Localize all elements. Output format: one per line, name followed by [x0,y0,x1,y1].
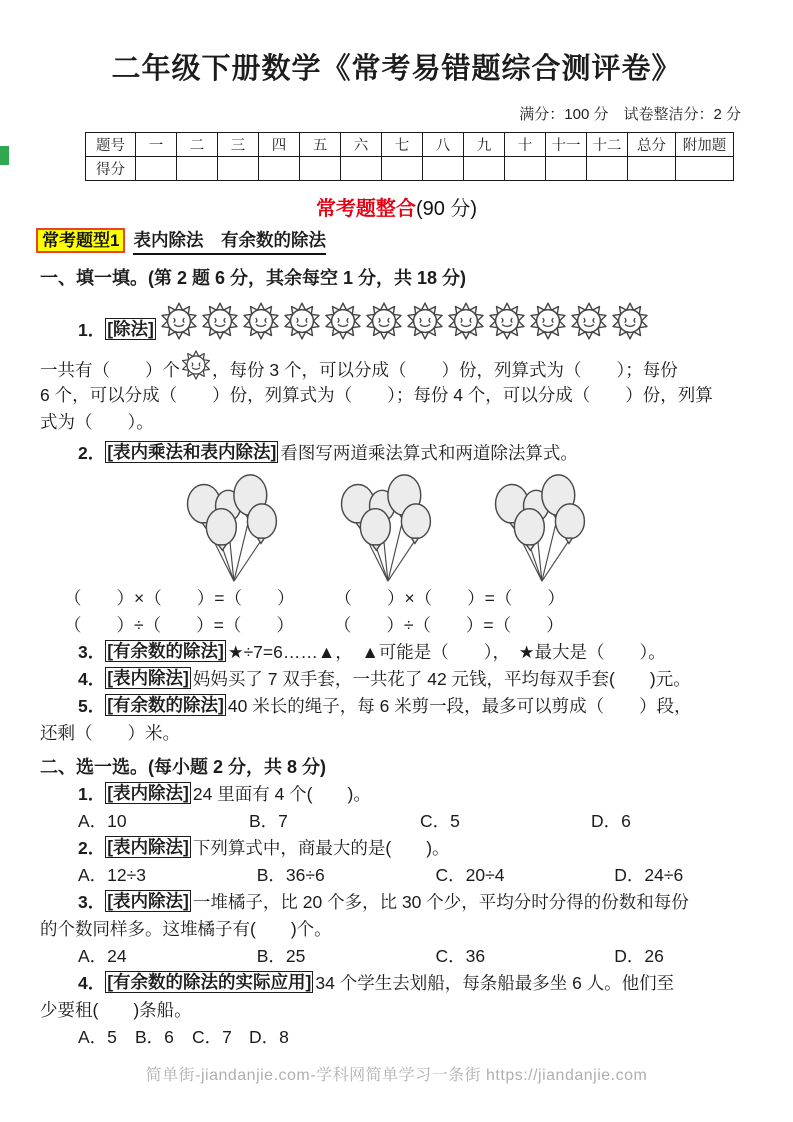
option-item: D．8 [249,1027,289,1047]
q2-options-row [78,862,793,889]
integration-heading [0,192,793,221]
balloon-bunch-icon [326,471,444,585]
header-cell: 附加题 [676,133,734,157]
sun-face-icon [611,302,649,340]
question-number: 1． [78,320,106,340]
question-topic-tag: [表内除法] [107,783,189,803]
sun-face-icon [570,302,608,340]
option-item: D．6 [591,811,631,831]
sun-face-icon [488,302,526,340]
option-item: B．36÷6 [256,865,325,885]
question-topic-tag: [有余数的除法] [107,641,224,661]
score-blank-cell [546,157,587,181]
sun-face-icon [181,350,211,386]
part1-question-5: 5． [有余数的除法] 40 米长的绳子，每 6 米剪一段，最多可以剪成（ ）段， [78,695,692,716]
option-item: A．5 [78,1027,117,1047]
score-blank-cell [177,157,218,181]
score-blank-cell [628,157,676,181]
part1-question-3: 3． [有余数的除法] ★÷7=6……▲， ▲可能是（ ）， ★最大是（ ）。 [78,641,666,662]
question-number: 3． [78,642,106,662]
header-cell: 八 [423,133,464,157]
question-topic-tag: [除法] [107,319,154,339]
blank-multiplication-equation: （ ）×（ ）=（ ） [64,588,295,608]
sun-face-icon [324,302,362,340]
header-cell: 十 [505,133,546,157]
question-number: 1． [78,784,106,804]
question-topic-tag: [表内除法] [107,837,189,857]
header-cell: 六 [341,133,382,157]
watermark-footer: 简单街-jiandanjie.com-学科网简单学习一条街 https://jiandanjie.com [145,1067,648,1084]
q1-text-line-2: 6 个，可以分成（ ）份，列算式为（ ）；每份 4 个，可以分成（ ）份，列算 [40,385,713,405]
question-topic-tag: [有余数的除法的实际应用] [107,972,312,992]
sun-face-icon [529,302,567,340]
part1-heading: 一、填一填。(第 2 题 6 分，其余每空 1 分，共 18 分) [40,268,467,288]
topic-title: 表内除法 有余数的除法 [133,227,326,255]
score-blank-cell [464,157,505,181]
header-cell: 七 [382,133,423,157]
balloon-bunch-icon [172,471,290,585]
green-marker [0,146,9,165]
score-row-label: 得分 [86,157,136,181]
blank-division-equation: （ ）÷（ ）=（ ） [333,615,564,635]
q1-text-line-3: 式为（ ）。 [40,412,154,432]
part1-question-4: 4． [表内除法] 妈妈买了 7 双手套，一共花了 42 元钱，平均每双手套( )元。 [78,668,691,689]
option-item: A．12÷3 [78,865,146,885]
question-number: 4． [78,669,106,689]
header-cell: 五 [300,133,341,157]
sun-face-icon [365,302,403,340]
header-cell: 十二 [587,133,628,157]
sun-face-icon [283,302,321,340]
division-equation-row [64,612,793,639]
header-cell: 一 [136,133,177,157]
question-topic-tag: [有余数的除法] [107,695,224,715]
header-cell: 三 [218,133,259,157]
option-item: A．24 [78,946,127,966]
part2-heading: 二、选一选。(每小题 2 分，共 8 分) [40,757,327,777]
integration-heading-black: (90 分) [415,198,478,220]
part2-question-4: 4． [有余数的除法的实际应用] 34 个学生去划船，每条船最多坐 6 人。他们至 [78,972,675,993]
integration-heading-red: 常考题整合 [315,198,416,220]
score-blank-cell [136,157,177,181]
part2-question-3: 3． [表内除法] 一堆橘子，比 20 个多，比 30 个少，平均分时分得的份数和每份 [78,891,689,912]
score-note: 满分：100 分 试卷整洁分：2 分 [519,106,741,123]
sun-face-icon [160,302,198,340]
blank-division-equation: （ ）÷（ ）=（ ） [64,615,294,635]
question-topic-tag: [表内乘法和表内除法] [107,442,277,462]
blank-multiplication-equation: （ ）×（ ）=（ ） [334,588,565,608]
score-table-header-row [86,133,734,157]
option-item: C．7 [192,1027,232,1047]
multiplication-equation-row [64,585,793,612]
option-item: C．5 [420,811,460,831]
part1-question-1 [78,296,793,342]
part2-question-2: 2． [表内除法] 下列算式中，商最大的是( )。 [78,837,450,858]
q5-text-line-2: 还剩（ ）米。 [40,723,180,743]
question-number: 3． [78,892,106,912]
part2-question-1: 1． [表内除法] 24 里面有 4 个( )。 [78,783,371,804]
q4-text-line-2: 少要租( )条船。 [40,1000,192,1020]
question-number: 2． [78,443,106,463]
sun-face-icon [447,302,485,340]
q3-options-row [78,943,793,970]
option-item: A．10 [78,811,127,831]
option-item: D．24÷6 [614,865,684,885]
q1-options-row [78,808,793,835]
question-number: 4． [78,973,106,993]
question-topic-tag: [表内除法] [107,668,189,688]
option-item: B．6 [135,1027,174,1047]
score-blank-cell [218,157,259,181]
score-blank-cell [676,157,734,181]
score-blank-cell [423,157,464,181]
balloon-bunch-icon [480,471,598,585]
score-blank-cell [587,157,628,181]
score-table [85,132,734,181]
part1-question-2: 2． [表内乘法和表内除法] 看图写两道乘法算式和两道除法算式。 [78,442,578,463]
page-title: 二年级下册数学《常考易错题综合测评卷》 [111,53,682,85]
option-item: B．7 [249,811,288,831]
q3-text-line-2: 的个数同样多。这堆橘子有( )个。 [40,919,332,939]
header-cell: 四 [259,133,300,157]
balloon-illustration-row [172,471,793,585]
header-cell: 二 [177,133,218,157]
q1-text-line-1: 一共有（ ）个 ，每份 3 个，可以分成（ ）份，列算式为（ ）；每份 [40,350,793,382]
option-item: B．25 [256,946,306,966]
sun-face-icon [201,302,239,340]
sun-row [160,302,652,340]
header-cell: 十一 [546,133,587,157]
question-number: 5． [78,696,106,716]
header-cell: 总分 [628,133,676,157]
q4-options-row [78,1024,793,1051]
score-blank-cell [300,157,341,181]
sun-face-icon [406,302,444,340]
score-blank-cell [382,157,423,181]
topic-badge: 常考题型1 [36,228,125,253]
score-blank-cell [259,157,300,181]
option-item: D．26 [614,946,664,966]
header-cell: 题号 [86,133,136,157]
option-item: C．36 [435,946,486,966]
question-number: 2． [78,838,106,858]
topic-line [36,227,793,254]
header-cell: 九 [464,133,505,157]
score-blank-cell [341,157,382,181]
option-item: C．20÷4 [435,865,505,885]
sun-face-icon [242,302,280,340]
question-topic-tag: [表内除法] [107,891,189,911]
score-table-score-row [86,157,734,181]
score-blank-cell [505,157,546,181]
